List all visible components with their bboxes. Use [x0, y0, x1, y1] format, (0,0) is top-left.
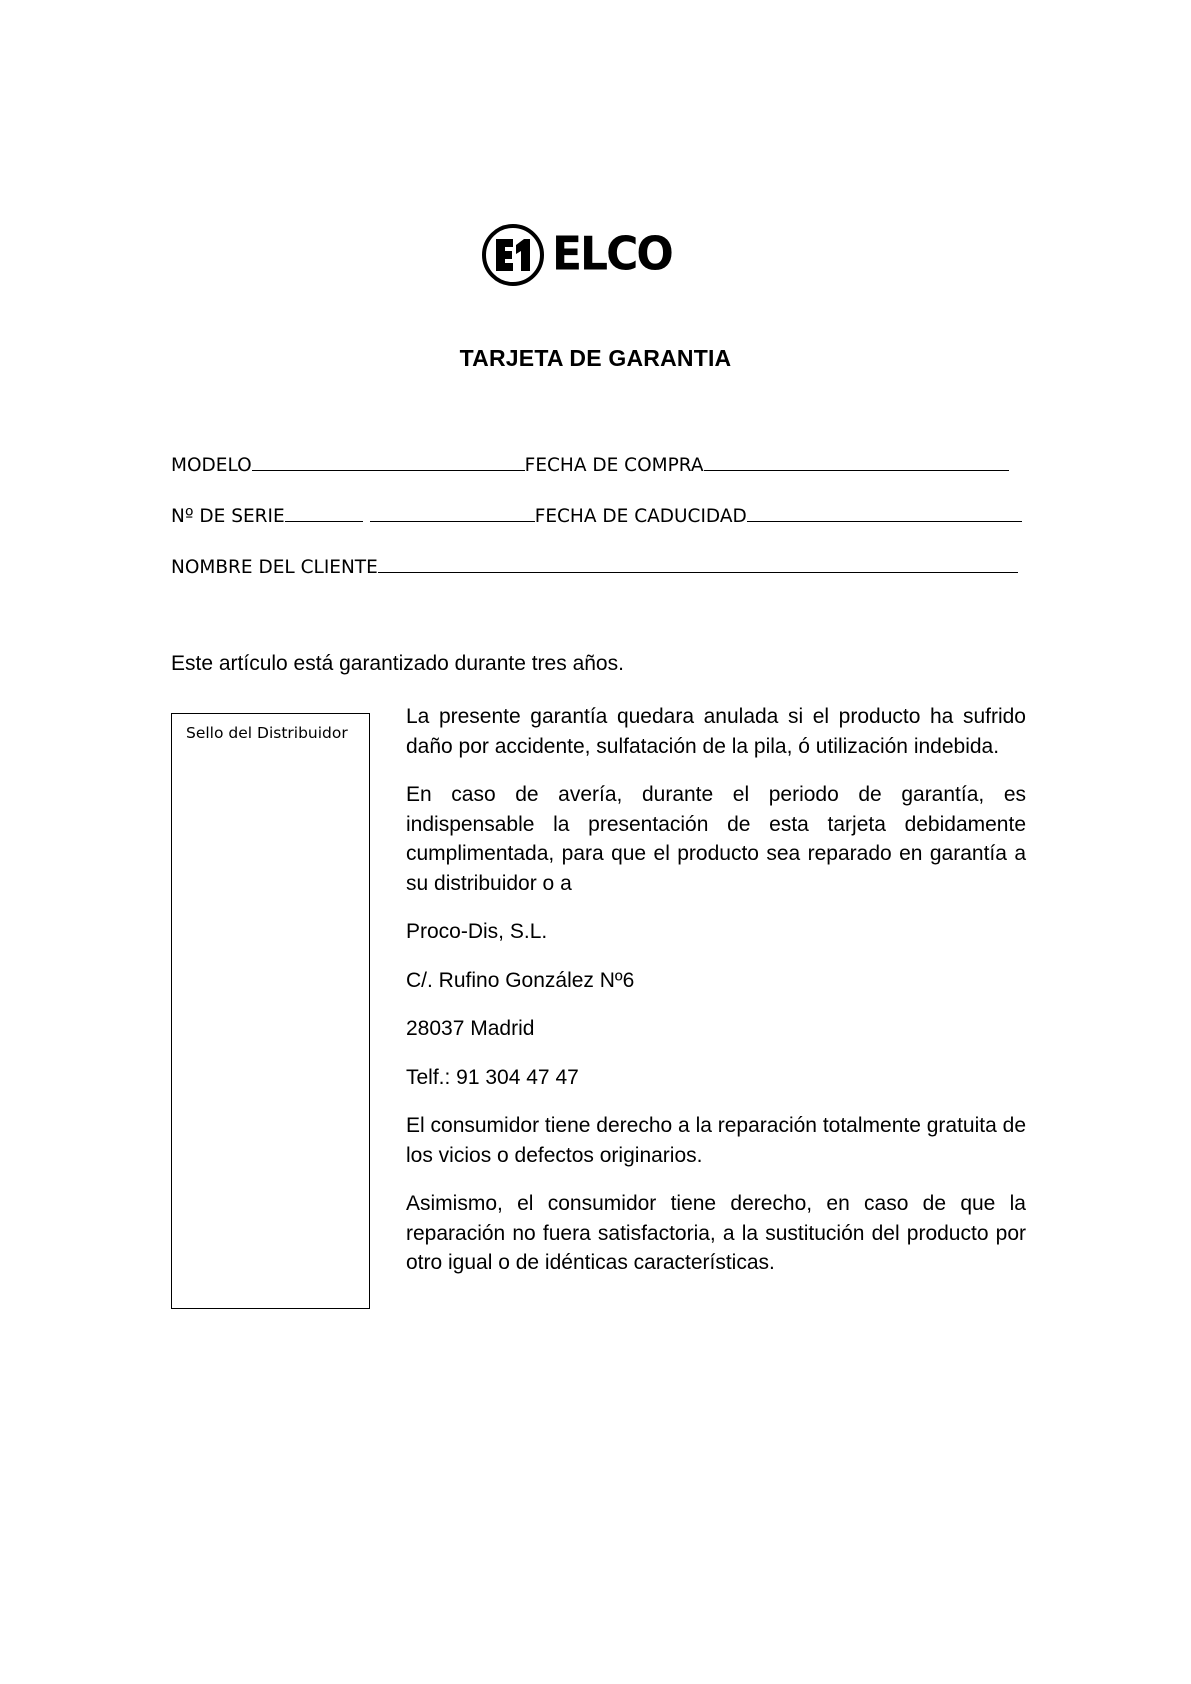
fecha-compra-label: FECHA DE COMPRA	[524, 455, 704, 476]
company-phone: Telf.: 91 304 47 47	[406, 1065, 579, 1089]
terms-paragraph-void: La presente garantía quedara anulada si el producto ha sufrido daño por accidente, sulfatación de la pila, ó utilización indebida.	[406, 705, 1026, 758]
distributor-stamp-box	[171, 713, 370, 1309]
terms-paragraph-replacement: Asimismo, el consumidor tiene derecho, en caso de que la reparación no fuera satisfactoria, a la sustitución del producto por otro igual o de idénticas características.	[406, 1192, 1026, 1274]
logo-wordmark: ELCO	[552, 227, 672, 282]
form-row-serie	[171, 503, 1022, 527]
serie-field-part2[interactable]	[370, 503, 535, 522]
form-row-modelo	[171, 452, 1009, 476]
page-title: TARJETA DE GARANTIA	[459, 345, 732, 371]
fecha-compra-field[interactable]	[704, 452, 1009, 471]
elco-logo	[480, 220, 672, 290]
elco-monogram-icon	[480, 222, 546, 288]
modelo-field[interactable]	[252, 452, 525, 471]
modelo-label: MODELO	[171, 455, 252, 476]
form-row-cliente	[171, 554, 1018, 578]
warranty-intro: Este artículo está garantizado durante tres años.	[171, 652, 624, 675]
stamp-label: Sello del Distribuidor	[186, 724, 348, 742]
terms-paragraph-free-repair: El consumidor tiene derecho a la reparación totalmente gratuita de los vicios o defectos originarios.	[406, 1114, 1026, 1167]
fecha-caducidad-label: FECHA DE CADUCIDAD	[534, 506, 747, 527]
company-street: C/. Rufino González Nº6	[406, 968, 635, 992]
company-city: 28037 Madrid	[406, 1017, 535, 1040]
cliente-label: NOMBRE DEL CLIENTE	[171, 557, 378, 578]
company-name: Proco-Dis, S.L.	[406, 920, 548, 943]
serie-field-part1[interactable]	[285, 503, 363, 522]
cliente-field[interactable]	[378, 554, 1018, 573]
serie-label: Nº DE SERIE	[171, 506, 285, 527]
terms-paragraph-breakdown: En caso de avería, durante el periodo de garantía, es indispensable la presentación de esta tarjeta debidamente cumplimentada, para que el producto sea reparado en garantía a su distribuidor o a	[406, 783, 1026, 895]
fecha-caducidad-field[interactable]	[747, 503, 1022, 522]
warranty-terms	[406, 702, 1026, 1297]
